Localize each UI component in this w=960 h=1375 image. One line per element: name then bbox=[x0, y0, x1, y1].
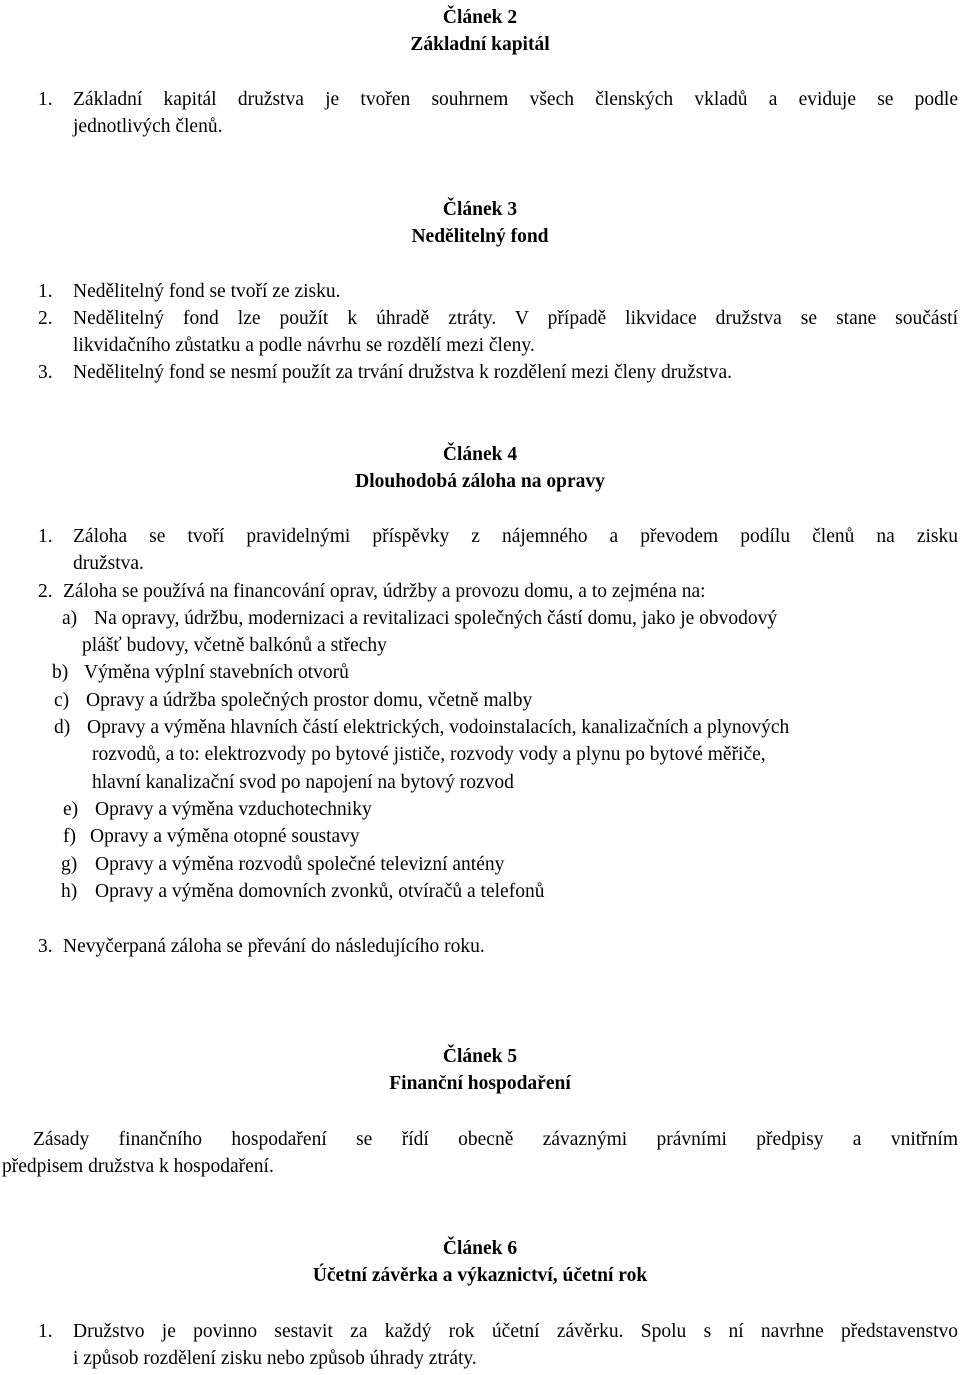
subitem-text-line: hlavní kanalizační svod po napojení na bytový rozvod bbox=[92, 772, 514, 793]
item-text-line: i způsob rozdělení zisku nebo způsob úhrady ztráty. bbox=[73, 1348, 477, 1369]
article-5-title: Článek 5 bbox=[442, 1046, 518, 1067]
subitem-text-line: Opravy a výměna otopné soustavy bbox=[90, 826, 360, 847]
subitem-letter: b) bbox=[52, 662, 69, 683]
item-number: 1. bbox=[38, 526, 53, 547]
subitem-text-line: rozvodů, a to: elektrozvody po bytové jističe, rozvody vody a plynu po bytové měřiče, bbox=[92, 744, 766, 765]
item-number: 1. bbox=[38, 1321, 53, 1342]
item-text-line: jednotlivých členů. bbox=[73, 116, 223, 137]
article-6-subtitle: Účetní závěrka a výkaznictví, účetní rok bbox=[312, 1265, 648, 1286]
item-text-line: Nevyčerpaná záloha se převání do následujícího roku. bbox=[63, 936, 485, 957]
subitem-letter: h) bbox=[61, 881, 78, 902]
subitem-letter: d) bbox=[54, 717, 71, 738]
item-text-line: Záloha se tvoří pravidelnými příspěvky z nájemného a převodem podílu členů na zisku bbox=[73, 526, 958, 547]
subitem-letter: f) bbox=[63, 826, 76, 847]
item-number: 2. bbox=[38, 308, 53, 329]
subitem-text-line: plášť budovy, včetně balkónů a střechy bbox=[82, 635, 387, 656]
subitem-text-line: Opravy a výměna rozvodů společné televizní antény bbox=[95, 854, 505, 875]
article-4-title: Článek 4 bbox=[442, 444, 518, 465]
item-text-line: likvidačního zůstatku a podle návrhu se rozdělí mezi členy. bbox=[73, 335, 535, 356]
item-number: 3. bbox=[38, 936, 53, 957]
subitem-text-line: Opravy a výměna vzduchotechniky bbox=[95, 799, 372, 820]
subitem-text-line: Opravy a výměna domovních zvonků, otvíračů a telefonů bbox=[95, 881, 545, 902]
article-2-subtitle: Základní kapitál bbox=[410, 34, 550, 55]
article-3-subtitle: Nedělitelný fond bbox=[411, 226, 549, 247]
subitem-letter: e) bbox=[63, 799, 79, 820]
item-text-line: Nedělitelný fond se nesmí použít za trvání družstva k rozdělení mezi členy družstva. bbox=[73, 362, 732, 383]
article-6-title: Článek 6 bbox=[442, 1238, 518, 1259]
item-number: 1. bbox=[38, 89, 53, 110]
item-text-line: Základní kapitál družstva je tvořen souhrnem všech členských vkladů a eviduje se podle bbox=[73, 89, 958, 110]
article-4-subtitle: Dlouhodobá záloha na opravy bbox=[355, 471, 605, 492]
paragraph-line: Zásady finančního hospodaření se řídí obecně závaznými právními předpisy a vnitřním bbox=[33, 1129, 958, 1150]
item-number: 3. bbox=[38, 362, 53, 383]
subitem-letter: g) bbox=[61, 854, 78, 875]
subitem-text-line: Opravy a výměna hlavních částí elektrických, vodoinstalacích, kanalizačních a plynových bbox=[87, 717, 790, 738]
item-text-line: Nedělitelný fond se tvoří ze zisku. bbox=[73, 281, 341, 302]
item-text-line: Záloha se používá na financování oprav, údržby a provozu domu, a to zejména na: bbox=[63, 581, 706, 602]
subitem-letter: a) bbox=[62, 608, 78, 629]
paragraph-line: předpisem družstva k hospodaření. bbox=[2, 1156, 274, 1177]
article-5-subtitle: Finanční hospodaření bbox=[389, 1073, 571, 1094]
subitem-letter: c) bbox=[54, 690, 70, 711]
item-number: 2. bbox=[38, 581, 53, 602]
item-text-line: Nedělitelný fond lze použít k úhradě ztráty. V případě likvidace družstva se stane součástí bbox=[73, 308, 958, 329]
article-3-title: Článek 3 bbox=[442, 199, 518, 220]
item-text-line: Družstvo je povinno sestavit za každý rok účetní závěrku. Spolu s ní navrhne představenstvo bbox=[73, 1321, 958, 1342]
subitem-text-line: Výměna výplní stavebních otvorů bbox=[84, 662, 349, 683]
subitem-text-line: Na opravy, údržbu, modernizaci a revitalizaci společných částí domu, jako je obvodový bbox=[94, 608, 778, 629]
article-2-title: Článek 2 bbox=[442, 7, 518, 28]
item-number: 1. bbox=[38, 281, 53, 302]
subitem-text-line: Opravy a údržba společných prostor domu, včetně malby bbox=[86, 690, 533, 711]
item-text-line: družstva. bbox=[73, 553, 144, 574]
